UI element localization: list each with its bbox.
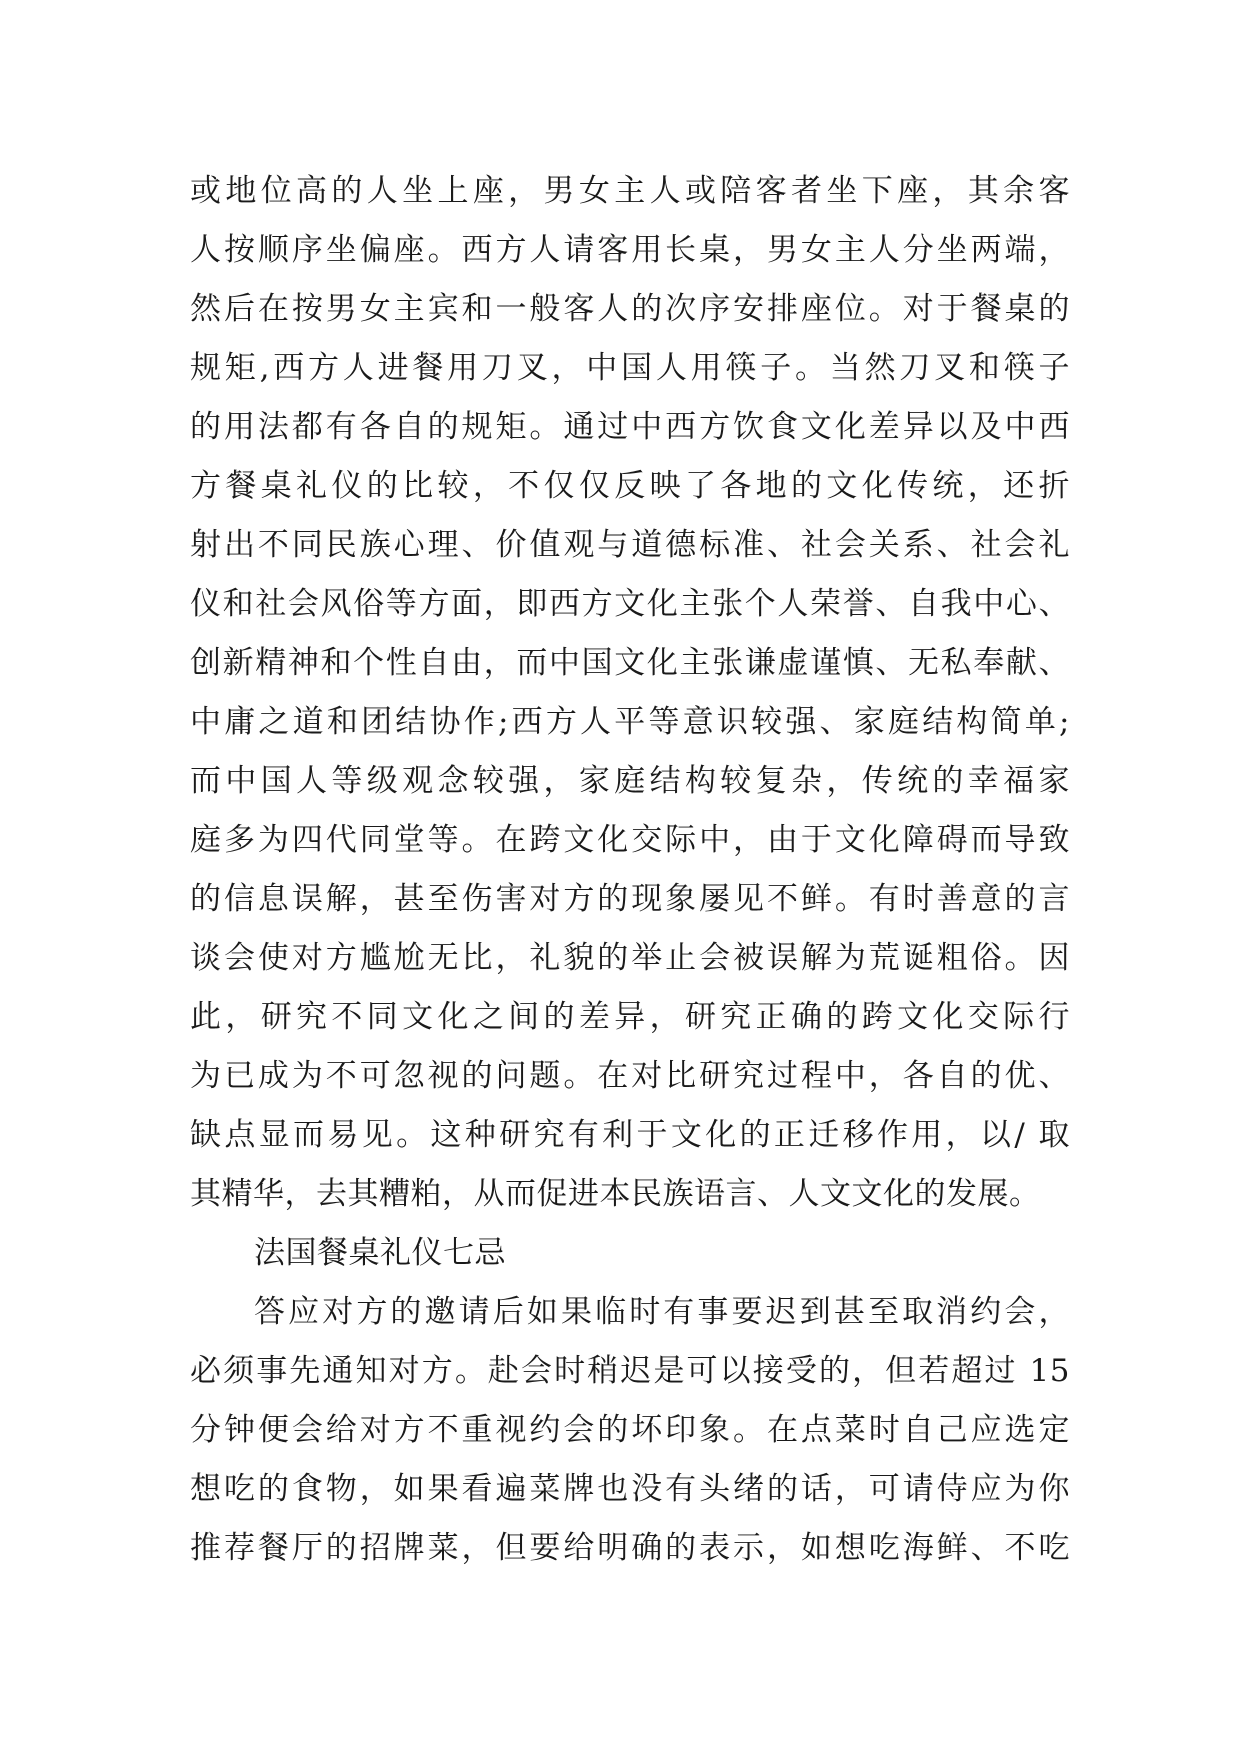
paragraph-1-line-13: 的信息误解，甚至伤害对方的现象屡见不鲜。有时善意的言 — [190, 881, 1070, 917]
paragraph-1-line-16: 为已成为不可忽视的问题。在对比研究过程中，各自的优、 — [190, 1058, 1070, 1094]
paragraph-2-line-3: 分钟便会给对方不重视约会的坏印象。在点菜时自己应选定 — [190, 1412, 1070, 1448]
paragraph-1-line-7: 射出不同民族心理、价值观与道德标准、社会关系、社会礼 — [190, 527, 1070, 563]
paragraph-1-line-5: 的用法都有各自的规矩。通过中西方饮食文化差异以及中西 — [190, 409, 1070, 445]
section-heading: 法国餐桌礼仪七忌 — [254, 1235, 506, 1271]
paragraph-1-line-15: 此，研究不同文化之间的差异，研究正确的跨文化交际行 — [190, 999, 1070, 1035]
paragraph-1-line-3: 然后在按男女主宾和一般客人的次序安排座位。对于餐桌的 — [190, 291, 1070, 327]
paragraph-1-line-12: 庭多为四代同堂等。在跨文化交际中，由于文化障碍而导致 — [190, 822, 1070, 858]
paragraph-2-line-2: 必须事先通知对方。赴会时稍迟是可以接受的，但若超过 15 — [190, 1353, 1070, 1389]
paragraph-1-line-14: 谈会使对方尴尬无比，礼貌的举止会被误解为荒诞粗俗。因 — [190, 940, 1070, 976]
paragraph-1-line-11: 而中国人等级观念较强，家庭结构较复杂，传统的幸福家 — [190, 763, 1070, 799]
paragraph-1-line-9: 创新精神和个性自由，而中国文化主张谦虚谨慎、无私奉献、 — [190, 645, 1070, 681]
paragraph-1-line-1: 或地位高的人坐上座，男女主人或陪客者坐下座，其余客 — [190, 173, 1070, 209]
paragraph-1-line-2: 人按顺序坐偏座。西方人请客用长桌，男女主人分坐两端， — [190, 232, 1070, 268]
paragraph-1-line-10: 中庸之道和团结协作;西方人平等意识较强、家庭结构简单; — [190, 704, 1070, 740]
paragraph-2-line-5: 推荐餐厅的招牌菜，但要给明确的表示，如想吃海鲜、不吃 — [190, 1530, 1070, 1566]
paragraph-1-line-8: 仪和社会风俗等方面，即西方文化主张个人荣誉、自我中心、 — [190, 586, 1070, 622]
paragraph-1-line-18: 其精华，去其糟粕，从而促进本民族语言、人文文化的发展。 — [190, 1176, 1041, 1212]
paragraph-1-line-17: 缺点显而易见。这种研究有利于文化的正迁移作用，以/ 取 — [190, 1117, 1070, 1153]
paragraph-1-line-6: 方餐桌礼仪的比较，不仅仅反映了各地的文化传统，还折 — [190, 468, 1070, 504]
document-body — [190, 162, 1070, 1578]
paragraph-2-line-1: 答应对方的邀请后如果临时有事要迟到甚至取消约会， — [254, 1294, 1070, 1330]
paragraph-2-line-4: 想吃的食物，如果看遍菜牌也没有头绪的话，可请侍应为你 — [190, 1471, 1070, 1507]
paragraph-1-line-4: 规矩,西方人进餐用刀叉，中国人用筷子。当然刀叉和筷子 — [190, 350, 1070, 386]
